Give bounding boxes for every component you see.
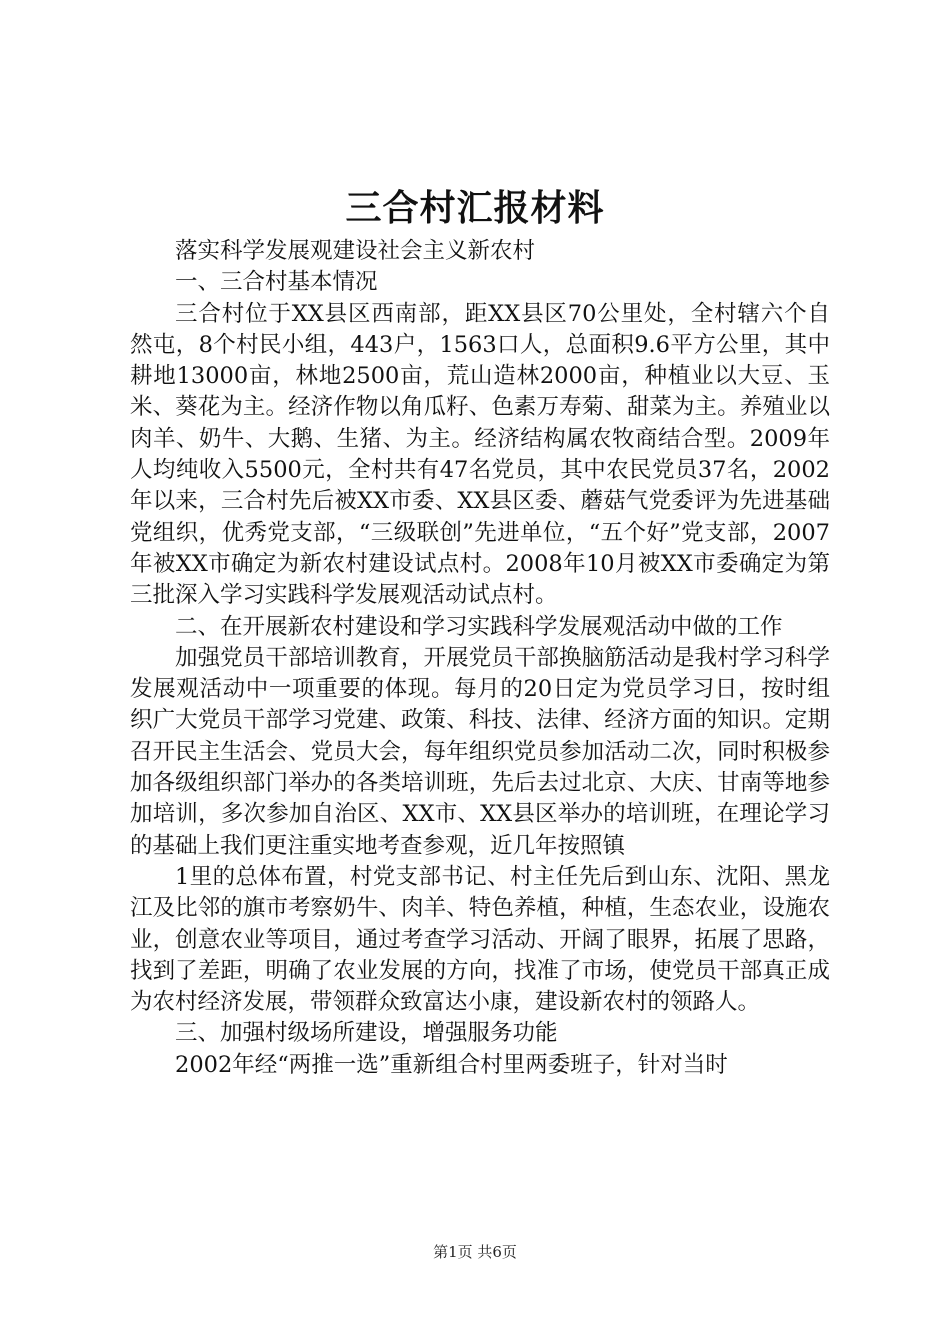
document-body <box>130 236 830 1081</box>
body-paragraph: 加强党员干部培训教育，开展党员干部换脑筋活动是我村学习科学发展观活动中一项重要的体现。每月的20日定为党员学习日，按时组织广大党员干部学习党建、政策、科技、法律、经济方面的知识。定期召开民主生活会、党员大会，每年组织党员参加活动二次，同时积极参加各级组织部门举办的各类培训班，先后去过北京、大庆、甘南等地参加培训，多次参加自治区、XX市、XX县区举办的培训班，在理论学习的基础上我们更注重实地考查参观，近几年按照镇 <box>130 644 830 859</box>
document-title: 三合村汇报材料 <box>345 187 605 229</box>
subtitle-paragraph: 落实科学发展观建设社会主义新农村 <box>175 238 536 264</box>
section-heading-3: 三、加强村级场所建设，增强服务功能 <box>175 1020 558 1047</box>
page-number: 第1页 共6页 <box>433 1243 517 1261</box>
body-paragraph: 2002年经“两推一选”重新组合村里两委班子，针对当时 <box>175 1051 728 1078</box>
section-heading-1: 一、三合村基本情况 <box>175 269 378 296</box>
body-paragraph: 1里的总体布置，村党支部书记、村主任先后到山东、沈阳、黑龙江及比邻的旗市考察奶牛、肉羊、特色养植，种植，生态农业，设施农业，创意农业等项目，通过考查学习活动、开阔了眼界，拓展了思路，找到了差距，明确了农业发展的方向，找准了市场，使党员干部真正成为农村经济发展，带领群众致富达小康，建设新农村的领路人。 <box>130 863 830 1016</box>
section-heading-2: 二、在开展新农村建设和学习实践科学发展观活动中做的工作 <box>175 613 783 640</box>
body-paragraph: 三合村位于XX县区西南部，距XX县区70公里处，全村辖六个自然屯，8个村民小组，443户，1563口人，总面积9.6平方公里，其中耕地13000亩，林地2500亩，荒山造林2000亩，种植业以大豆、玉米、葵花为主。经济作物以角瓜籽、色素万寿菊、甜菜为主。养殖业以肉羊、奶牛、大鹅、生猪、为主。经济结构属农牧商结合型。2009年人均纯收入5500元，全村共有47名党员，其中农民党员37名，2002年以来，三合村先后被XX市委、XX县区委、蘑菇气党委评为先进基础党组织，优秀党支部，“三级联创”先进单位，“五个好”党支部，2007年被XX市确定为新农村建设试点村。2008年10月被XX市委确定为第三批深入学习实践科学发展观活动试点村。 <box>130 300 830 609</box>
